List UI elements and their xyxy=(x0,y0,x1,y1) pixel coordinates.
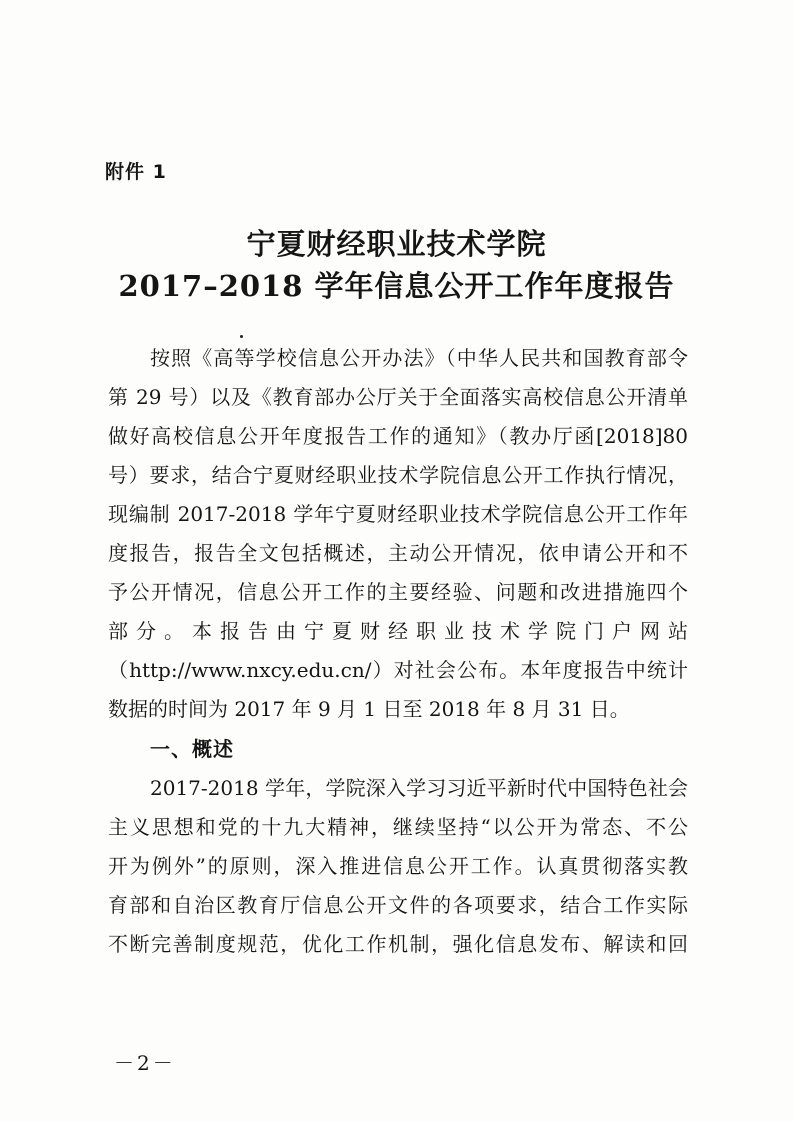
speck-mark xyxy=(240,335,243,338)
intro-line-6: 度报告，报告全文包括概述，主动公开情况，依申请公开和不 xyxy=(108,541,688,565)
intro-line-2: 第 29 号）以及《教育部办公厅关于全面落实高校信息公开清单 xyxy=(108,385,688,409)
overview-line-1: 2017-2018 学年，学院深入学习习近平新时代中国特色社会 xyxy=(150,776,688,800)
overview-line-4: 育部和自治区教育厅信息公开文件的各项要求，结合工作实际 xyxy=(108,893,688,917)
intro-line-5: 现编制 2017-2018 学年宁夏财经职业技术学院信息公开工作年 xyxy=(108,502,688,526)
intro-line-3: 做好高校信息公开年度报告工作的通知》（教办厅函[2018]80 xyxy=(108,424,688,448)
page-number: －2－ xyxy=(114,1051,176,1075)
intro-line-8: 部 分 。 本 报 告 由 宁 夏 财 经 职 业 技 术 学 院 门 户 网 站 xyxy=(108,619,688,643)
report-title-line-2: 2017–2018 学年信息公开工作年度报告 xyxy=(118,269,675,303)
intro-line-4: 号）要求，结合宁夏财经职业技术学院信息公开工作执行情况， xyxy=(108,463,688,487)
intro-line-1: 按照《高等学校信息公开办法》（中华人民共和国教育部令 xyxy=(150,346,688,370)
section-heading-overview: 一、概述 xyxy=(150,737,234,761)
overview-line-3: 开为例外”的原则，深入推进信息公开工作。认真贯彻落实教 xyxy=(108,854,688,878)
intro-line-10: 数据的时间为 2017 年 9 月 1 日至 2018 年 8 月 31 日。 xyxy=(108,697,630,721)
intro-line-9: （http://www.nxcy.edu.cn/）对社会公布。本年度报告中统计 xyxy=(108,658,688,682)
overview-line-5: 不断完善制度规范，优化工作机制，强化信息发布、解读和回 xyxy=(108,932,688,956)
intro-line-7: 予公开情况，信息公开工作的主要经验、问题和改进措施四个 xyxy=(108,580,688,604)
report-title-line-1: 宁夏财经职业技术学院 xyxy=(246,227,547,261)
attachment-label: 附件 1 xyxy=(105,161,167,183)
overview-line-2: 主义思想和党的十九大精神，继续坚持“以公开为常态、不公 xyxy=(108,815,688,839)
